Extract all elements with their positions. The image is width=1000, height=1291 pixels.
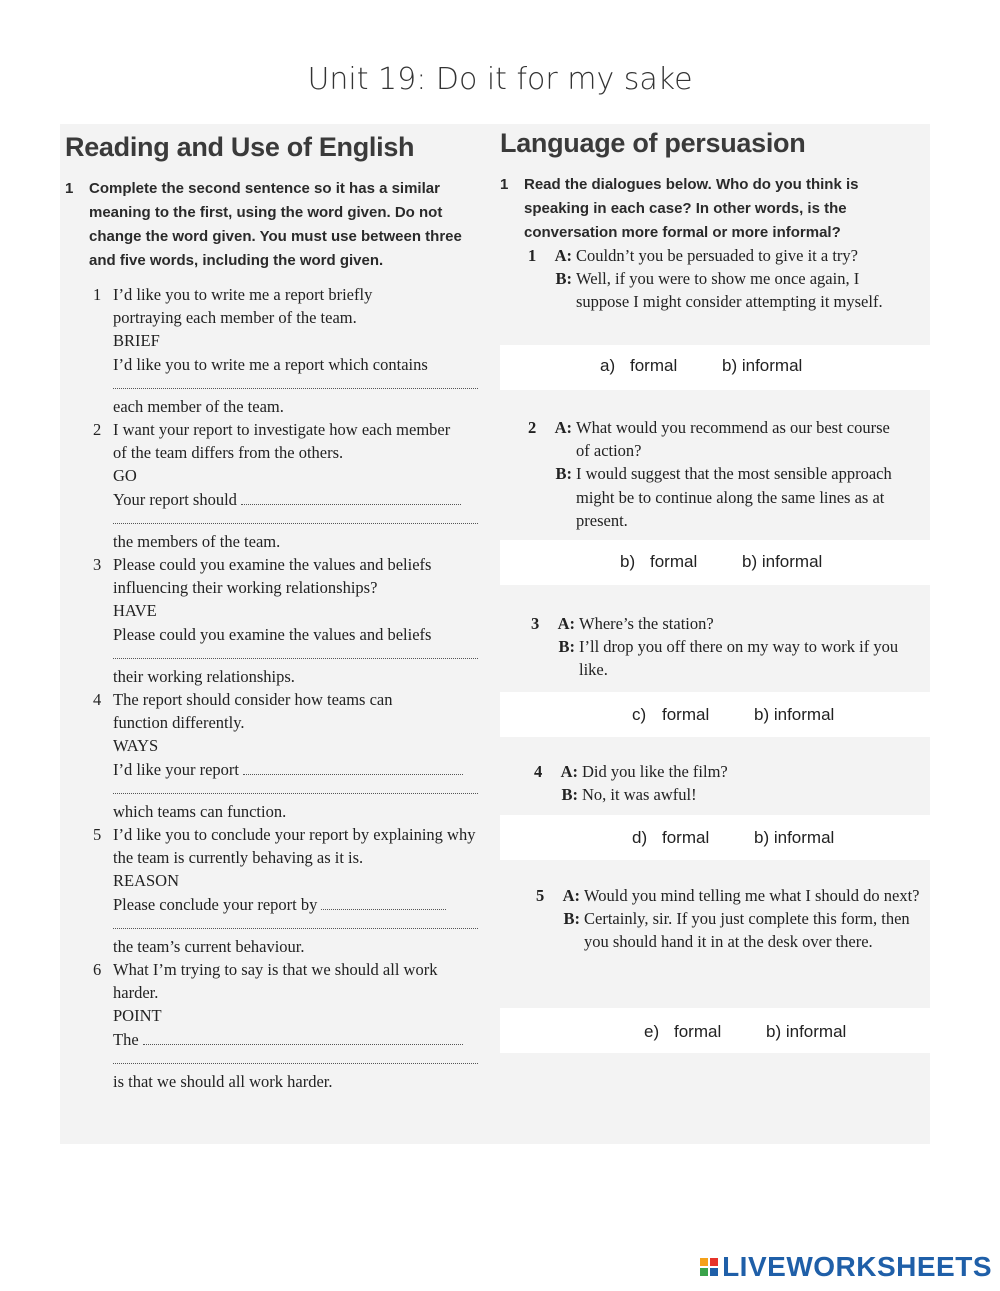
option-informal[interactable]: b) informal bbox=[722, 356, 803, 375]
option-formal[interactable]: formal bbox=[650, 552, 698, 571]
item-number: 3 bbox=[93, 555, 102, 575]
answer-line[interactable] bbox=[113, 646, 478, 659]
item-end: their working relationships. bbox=[113, 666, 295, 686]
section-heading-left: Reading and Use of English bbox=[65, 132, 415, 162]
dialogue-line-b bbox=[508, 907, 948, 953]
dialogue-line-a bbox=[506, 760, 946, 783]
answer-line[interactable] bbox=[113, 1051, 478, 1064]
speaker-a: A: bbox=[560, 762, 578, 781]
item-sentence: What I’m trying to say is that we should all work harder. bbox=[113, 960, 438, 1003]
dialogue-number: 3 bbox=[531, 614, 540, 633]
answer-options bbox=[620, 826, 846, 850]
item-keyword: HAVE bbox=[113, 601, 157, 621]
item-start: Please could you examine the values and beliefs bbox=[113, 624, 432, 644]
line-a: Couldn’t you be persuaded to give it a try? bbox=[576, 246, 858, 265]
dialogue-line-a bbox=[508, 884, 948, 907]
speaker-a: A: bbox=[554, 418, 572, 437]
item-sentence: I want your report to investigate how each member of the team differs from the others. bbox=[113, 420, 451, 463]
option-formal[interactable]: formal bbox=[662, 705, 710, 724]
item-start-row bbox=[113, 893, 505, 916]
spacer bbox=[500, 462, 550, 532]
answer-line[interactable] bbox=[113, 511, 478, 524]
item-start: Please conclude your report by bbox=[113, 894, 318, 914]
answer-options bbox=[588, 354, 814, 378]
item-number: 5 bbox=[93, 825, 102, 845]
answer-line[interactable] bbox=[243, 766, 463, 775]
option-formal[interactable]: formal bbox=[662, 828, 710, 847]
option-letter: c) bbox=[632, 705, 647, 724]
item-keyword: REASON bbox=[113, 871, 180, 891]
option-informal[interactable]: b) informal bbox=[754, 828, 835, 847]
dialogue-number: 1 bbox=[528, 246, 537, 265]
speaker-a: A: bbox=[562, 886, 580, 905]
speaker-a: A: bbox=[557, 614, 575, 633]
instruction-number: 1 bbox=[65, 180, 74, 197]
item-start: I’d like you to write me a report which contains bbox=[113, 354, 428, 374]
answer-options bbox=[620, 703, 846, 727]
item-sentence: I’d like you to write me a report briefly portraying each member of the team. bbox=[113, 285, 373, 328]
item-end: each member of the team. bbox=[113, 396, 284, 416]
speaker-a: A: bbox=[554, 246, 572, 265]
item-keyword: GO bbox=[113, 466, 137, 486]
dialogue-number: 2 bbox=[528, 418, 537, 437]
page-title: Unit 19: Do it for my sake bbox=[307, 62, 693, 97]
item-start: The bbox=[113, 1029, 139, 1049]
item-number: 2 bbox=[93, 420, 102, 440]
line-b: No, it was awful! bbox=[582, 785, 697, 805]
line-b: Well, if you were to show me once again, I suppose I might consider attempting it myself. bbox=[576, 269, 883, 312]
answer-line[interactable] bbox=[321, 901, 446, 910]
item-keyword: BRIEF bbox=[113, 331, 160, 351]
reading-use-of-english-section bbox=[65, 132, 505, 1093]
dialogue bbox=[506, 760, 946, 806]
instruction-number: 1 bbox=[500, 176, 509, 193]
option-letter: e) bbox=[644, 1022, 660, 1041]
dialogue-line-a bbox=[500, 416, 940, 462]
answer-line[interactable] bbox=[113, 916, 478, 929]
spacer bbox=[503, 635, 553, 681]
item-number: 1 bbox=[93, 285, 102, 304]
instruction-text: Read the dialogues below. Who do you think is speaking in each case? In other words, is the conversation more formal or more informal? bbox=[524, 176, 859, 241]
item-end: is that we should all work harder. bbox=[113, 1071, 333, 1091]
transformation-item bbox=[65, 553, 505, 688]
item-sentence: Please could you examine the values and beliefs influencing their working relationships? bbox=[113, 555, 432, 598]
liveworksheets-logo[interactable] bbox=[700, 1251, 992, 1283]
item-number: 4 bbox=[93, 690, 102, 710]
option-formal[interactable]: formal bbox=[674, 1022, 722, 1041]
logo-mark-icon bbox=[700, 1258, 718, 1276]
answer-line[interactable] bbox=[113, 781, 478, 794]
item-sentence: I’d like you to conclude your report by explaining why the team is currently behaving as it is. bbox=[113, 825, 476, 868]
option-letter: b) bbox=[620, 552, 636, 571]
option-informal[interactable]: b) informal bbox=[754, 705, 835, 724]
item-number: 6 bbox=[93, 960, 102, 980]
transformation-item bbox=[65, 823, 505, 958]
dialogue-number: 4 bbox=[534, 762, 543, 781]
line-a: What would you recommend as our best course of action? bbox=[576, 418, 890, 461]
option-letter: d) bbox=[632, 828, 648, 847]
speaker-b: B: bbox=[555, 269, 572, 289]
dialogue-number: 5 bbox=[536, 886, 545, 905]
dialogue-line-a bbox=[503, 612, 943, 635]
item-end: the team’s current behaviour. bbox=[113, 936, 305, 956]
line-b: I would suggest that the most sensible approach might be to continue along the same lines as at present. bbox=[576, 464, 892, 530]
answer-options bbox=[632, 1020, 858, 1044]
dialogue-line-b bbox=[500, 267, 940, 313]
transformation-item bbox=[65, 418, 505, 553]
item-start-row bbox=[113, 758, 505, 781]
spacer bbox=[500, 267, 550, 313]
line-a: Where’s the station? bbox=[579, 614, 714, 633]
item-sentence: The report should consider how teams can function differently. bbox=[113, 690, 393, 733]
language-of-persuasion-section bbox=[500, 128, 940, 245]
item-keyword: POINT bbox=[113, 1006, 162, 1026]
line-b: Certainly, sir. If you just complete this form, then you should hand it in at the desk over there. bbox=[584, 909, 910, 952]
option-informal[interactable]: b) informal bbox=[766, 1022, 847, 1041]
speaker-b: B: bbox=[561, 785, 578, 805]
dialogue-line-b bbox=[503, 635, 943, 681]
line-b: I’ll drop you off there on my way to work if you like. bbox=[579, 637, 899, 680]
answer-options bbox=[608, 550, 834, 574]
item-start: I’d like your report bbox=[113, 759, 239, 779]
item-start-row bbox=[113, 488, 505, 511]
section-heading-right: Language of persuasion bbox=[500, 128, 806, 158]
spacer bbox=[508, 907, 558, 953]
line-a: Would you mind telling me what I should do next? bbox=[584, 886, 920, 905]
option-letter: a) bbox=[600, 356, 616, 375]
item-start-row bbox=[113, 1028, 505, 1051]
instruction-left bbox=[65, 177, 505, 273]
dialogue bbox=[508, 884, 948, 954]
brand-name: LIVEWORKSHEETS bbox=[722, 1251, 992, 1282]
answer-line[interactable] bbox=[113, 376, 478, 389]
item-end: which teams can function. bbox=[113, 801, 287, 821]
item-start: Your report should bbox=[113, 489, 237, 509]
option-informal[interactable]: b) informal bbox=[742, 552, 823, 571]
speaker-b: B: bbox=[563, 909, 580, 929]
dialogue bbox=[500, 244, 940, 314]
dialogue bbox=[503, 612, 943, 682]
transformation-item bbox=[65, 283, 505, 418]
speaker-b: B: bbox=[558, 637, 575, 657]
dialogue-line-b bbox=[500, 462, 940, 532]
option-formal[interactable]: formal bbox=[630, 356, 678, 375]
transformation-item bbox=[65, 958, 505, 1093]
spacer bbox=[506, 783, 556, 806]
instruction-text: Complete the second sentence so it has a similar meaning to the first, using the word given. Do not change the word given. You must use between three and five words, including the word given. bbox=[89, 180, 462, 269]
transformation-item bbox=[65, 688, 505, 823]
instruction-right bbox=[500, 173, 940, 245]
transformation-list bbox=[65, 283, 505, 1093]
answer-line[interactable] bbox=[143, 1036, 463, 1045]
speaker-b: B: bbox=[555, 464, 572, 484]
dialogue-line-a bbox=[500, 244, 940, 267]
answer-line[interactable] bbox=[241, 496, 461, 505]
line-a: Did you like the film? bbox=[582, 762, 728, 781]
dialogue bbox=[500, 416, 940, 532]
item-end: the members of the team. bbox=[113, 531, 281, 551]
dialogue-line-b bbox=[506, 783, 946, 806]
item-keyword: WAYS bbox=[113, 736, 159, 756]
